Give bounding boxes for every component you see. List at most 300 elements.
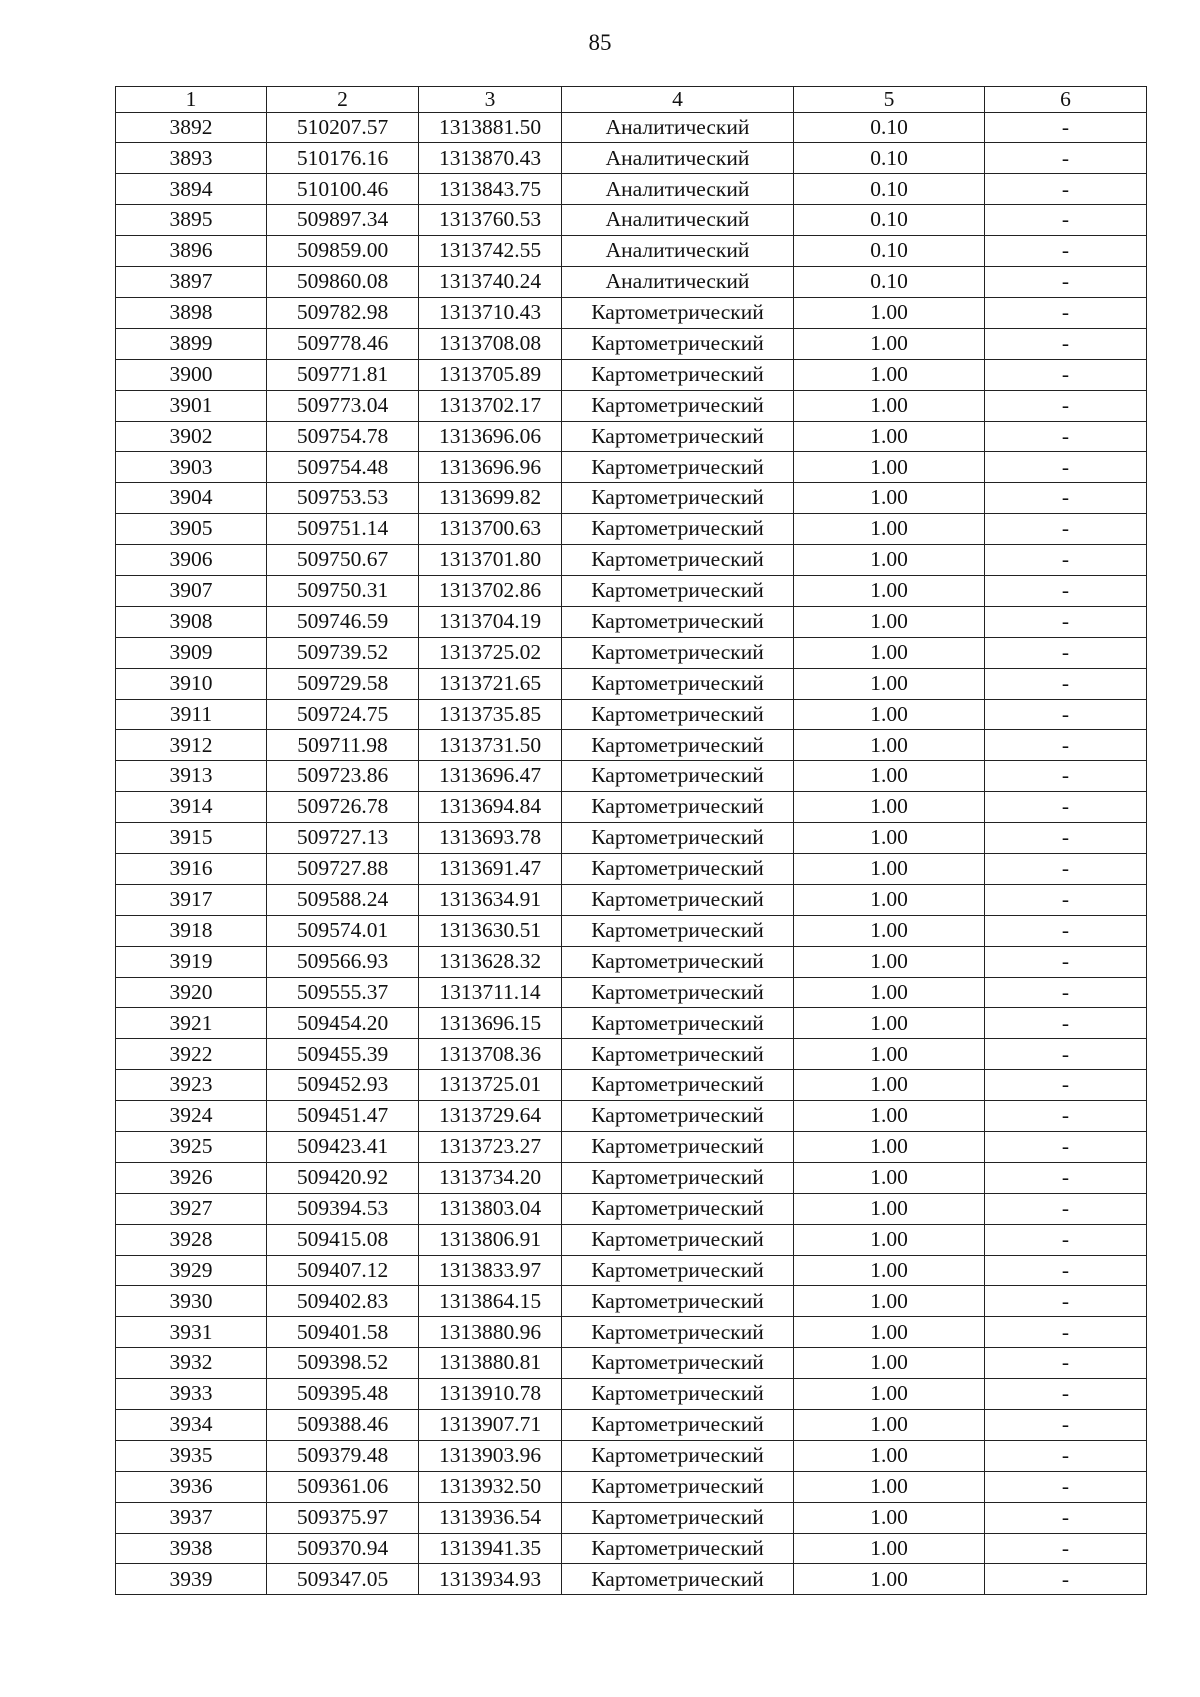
table-row [116,1255,1147,1286]
point-number-cell: 3907 [116,575,267,606]
y-coordinate-cell: 1313702.86 [419,575,562,606]
y-coordinate-cell: 1313704.19 [419,606,562,637]
method-cell: Картометрический [562,390,794,421]
accuracy-cell: 1.00 [794,1008,985,1039]
table-row [116,514,1147,545]
y-coordinate-cell: 1313932.50 [419,1471,562,1502]
table-row [116,946,1147,977]
header-col-1: 1 [116,87,267,113]
accuracy-cell: 0.10 [794,205,985,236]
point-number-cell: 3911 [116,699,267,730]
table-row [116,1131,1147,1162]
y-coordinate-cell: 1313696.96 [419,452,562,483]
y-coordinate-cell: 1313693.78 [419,823,562,854]
x-coordinate-cell: 509375.97 [267,1502,419,1533]
accuracy-cell: 1.00 [794,1193,985,1224]
point-number-cell: 3938 [116,1533,267,1564]
note-cell: - [985,1162,1147,1193]
x-coordinate-cell: 509566.93 [267,946,419,977]
x-coordinate-cell: 510100.46 [267,174,419,205]
table-row [116,421,1147,452]
method-cell: Картометрический [562,884,794,915]
y-coordinate-cell: 1313723.27 [419,1131,562,1162]
accuracy-cell: 1.00 [794,915,985,946]
point-number-cell: 3924 [116,1101,267,1132]
table-row [116,205,1147,236]
note-cell: - [985,730,1147,761]
method-cell: Картометрический [562,637,794,668]
accuracy-cell: 1.00 [794,977,985,1008]
method-cell: Картометрический [562,1193,794,1224]
accuracy-cell: 1.00 [794,452,985,483]
note-cell: - [985,1008,1147,1039]
y-coordinate-cell: 1313910.78 [419,1379,562,1410]
table-row [116,977,1147,1008]
point-number-cell: 3933 [116,1379,267,1410]
y-coordinate-cell: 1313725.02 [419,637,562,668]
note-cell: - [985,1255,1147,1286]
method-cell: Картометрический [562,946,794,977]
note-cell: - [985,946,1147,977]
method-cell: Аналитический [562,236,794,267]
x-coordinate-cell: 509455.39 [267,1039,419,1070]
x-coordinate-cell: 509751.14 [267,514,419,545]
method-cell: Картометрический [562,1039,794,1070]
table-row [116,1101,1147,1132]
accuracy-cell: 1.00 [794,823,985,854]
method-cell: Картометрический [562,297,794,328]
coordinates-table [115,86,1147,1595]
method-cell: Картометрический [562,1533,794,1564]
accuracy-cell: 1.00 [794,421,985,452]
table-row [116,112,1147,143]
table-row [116,1502,1147,1533]
x-coordinate-cell: 509574.01 [267,915,419,946]
x-coordinate-cell: 510176.16 [267,143,419,174]
point-number-cell: 3903 [116,452,267,483]
x-coordinate-cell: 509754.48 [267,452,419,483]
note-cell: - [985,792,1147,823]
header-col-5: 5 [794,87,985,113]
point-number-cell: 3920 [116,977,267,1008]
table-row [116,1317,1147,1348]
y-coordinate-cell: 1313708.36 [419,1039,562,1070]
point-number-cell: 3919 [116,946,267,977]
note-cell: - [985,267,1147,298]
table-row [116,1471,1147,1502]
table-row [116,1162,1147,1193]
header-col-3: 3 [419,87,562,113]
note-cell: - [985,359,1147,390]
note-cell: - [985,1193,1147,1224]
method-cell: Картометрический [562,761,794,792]
table-row [116,1193,1147,1224]
y-coordinate-cell: 1313710.43 [419,297,562,328]
point-number-cell: 3908 [116,606,267,637]
accuracy-cell: 1.00 [794,359,985,390]
note-cell: - [985,1348,1147,1379]
y-coordinate-cell: 1313699.82 [419,483,562,514]
x-coordinate-cell: 509555.37 [267,977,419,1008]
accuracy-cell: 1.00 [794,1440,985,1471]
accuracy-cell: 1.00 [794,545,985,576]
y-coordinate-cell: 1313803.04 [419,1193,562,1224]
note-cell: - [985,1286,1147,1317]
note-cell: - [985,421,1147,452]
point-number-cell: 3894 [116,174,267,205]
accuracy-cell: 1.00 [794,884,985,915]
accuracy-cell: 1.00 [794,1379,985,1410]
table-row [116,730,1147,761]
note-cell: - [985,668,1147,699]
accuracy-cell: 1.00 [794,699,985,730]
method-cell: Картометрический [562,1471,794,1502]
accuracy-cell: 0.10 [794,174,985,205]
table-row [116,1286,1147,1317]
x-coordinate-cell: 509452.93 [267,1070,419,1101]
x-coordinate-cell: 509415.08 [267,1224,419,1255]
point-number-cell: 3921 [116,1008,267,1039]
header-col-4: 4 [562,87,794,113]
y-coordinate-cell: 1313702.17 [419,390,562,421]
point-number-cell: 3892 [116,112,267,143]
table-row [116,267,1147,298]
y-coordinate-cell: 1313705.89 [419,359,562,390]
note-cell: - [985,174,1147,205]
method-cell: Картометрический [562,1317,794,1348]
point-number-cell: 3905 [116,514,267,545]
x-coordinate-cell: 509402.83 [267,1286,419,1317]
note-cell: - [985,1410,1147,1441]
accuracy-cell: 1.00 [794,1533,985,1564]
y-coordinate-cell: 1313907.71 [419,1410,562,1441]
x-coordinate-cell: 509407.12 [267,1255,419,1286]
note-cell: - [985,545,1147,576]
table-body [116,112,1147,1595]
method-cell: Аналитический [562,143,794,174]
method-cell: Картометрический [562,1286,794,1317]
table-row [116,359,1147,390]
y-coordinate-cell: 1313731.50 [419,730,562,761]
point-number-cell: 3929 [116,1255,267,1286]
note-cell: - [985,205,1147,236]
y-coordinate-cell: 1313941.35 [419,1533,562,1564]
y-coordinate-cell: 1313721.65 [419,668,562,699]
table-row [116,575,1147,606]
note-cell: - [985,1440,1147,1471]
x-coordinate-cell: 509753.53 [267,483,419,514]
x-coordinate-cell: 509454.20 [267,1008,419,1039]
point-number-cell: 3909 [116,637,267,668]
y-coordinate-cell: 1313806.91 [419,1224,562,1255]
table-row [116,390,1147,421]
accuracy-cell: 1.00 [794,297,985,328]
table-row [116,328,1147,359]
x-coordinate-cell: 509379.48 [267,1440,419,1471]
y-coordinate-cell: 1313700.63 [419,514,562,545]
table-row [116,297,1147,328]
table-row [116,1564,1147,1595]
point-number-cell: 3922 [116,1039,267,1070]
method-cell: Картометрический [562,606,794,637]
note-cell: - [985,977,1147,1008]
accuracy-cell: 1.00 [794,1039,985,1070]
table-row [116,1008,1147,1039]
table-row [116,699,1147,730]
x-coordinate-cell: 509859.00 [267,236,419,267]
x-coordinate-cell: 509727.13 [267,823,419,854]
accuracy-cell: 1.00 [794,1255,985,1286]
accuracy-cell: 1.00 [794,637,985,668]
x-coordinate-cell: 509773.04 [267,390,419,421]
x-coordinate-cell: 509754.78 [267,421,419,452]
accuracy-cell: 1.00 [794,1286,985,1317]
method-cell: Картометрический [562,1224,794,1255]
method-cell: Картометрический [562,359,794,390]
accuracy-cell: 1.00 [794,1348,985,1379]
method-cell: Картометрический [562,1502,794,1533]
y-coordinate-cell: 1313880.96 [419,1317,562,1348]
x-coordinate-cell: 509347.05 [267,1564,419,1595]
accuracy-cell: 1.00 [794,1162,985,1193]
point-number-cell: 3930 [116,1286,267,1317]
x-coordinate-cell: 509388.46 [267,1410,419,1441]
note-cell: - [985,514,1147,545]
note-cell: - [985,390,1147,421]
note-cell: - [985,1039,1147,1070]
point-number-cell: 3934 [116,1410,267,1441]
accuracy-cell: 1.00 [794,1131,985,1162]
point-number-cell: 3925 [116,1131,267,1162]
method-cell: Картометрический [562,1379,794,1410]
y-coordinate-cell: 1313934.93 [419,1564,562,1595]
accuracy-cell: 1.00 [794,1471,985,1502]
note-cell: - [985,1379,1147,1410]
point-number-cell: 3923 [116,1070,267,1101]
table-row [116,1039,1147,1070]
point-number-cell: 3927 [116,1193,267,1224]
point-number-cell: 3932 [116,1348,267,1379]
table-header [116,87,1147,113]
point-number-cell: 3936 [116,1471,267,1502]
note-cell: - [985,575,1147,606]
y-coordinate-cell: 1313936.54 [419,1502,562,1533]
point-number-cell: 3931 [116,1317,267,1348]
table-row [116,637,1147,668]
point-number-cell: 3912 [116,730,267,761]
method-cell: Картометрический [562,915,794,946]
x-coordinate-cell: 509729.58 [267,668,419,699]
x-coordinate-cell: 509420.92 [267,1162,419,1193]
point-number-cell: 3896 [116,236,267,267]
note-cell: - [985,236,1147,267]
method-cell: Картометрический [562,823,794,854]
table-row [116,545,1147,576]
y-coordinate-cell: 1313864.15 [419,1286,562,1317]
note-cell: - [985,328,1147,359]
x-coordinate-cell: 509897.34 [267,205,419,236]
y-coordinate-cell: 1313694.84 [419,792,562,823]
y-coordinate-cell: 1313701.80 [419,545,562,576]
point-number-cell: 3893 [116,143,267,174]
accuracy-cell: 1.00 [794,1410,985,1441]
x-coordinate-cell: 509361.06 [267,1471,419,1502]
method-cell: Картометрический [562,514,794,545]
accuracy-cell: 1.00 [794,390,985,421]
method-cell: Картометрический [562,328,794,359]
accuracy-cell: 1.00 [794,792,985,823]
y-coordinate-cell: 1313880.81 [419,1348,562,1379]
point-number-cell: 3906 [116,545,267,576]
method-cell: Картометрический [562,1255,794,1286]
accuracy-cell: 1.00 [794,1502,985,1533]
point-number-cell: 3901 [116,390,267,421]
x-coordinate-cell: 509711.98 [267,730,419,761]
point-number-cell: 3910 [116,668,267,699]
y-coordinate-cell: 1313708.08 [419,328,562,359]
y-coordinate-cell: 1313843.75 [419,174,562,205]
y-coordinate-cell: 1313742.55 [419,236,562,267]
method-cell: Картометрический [562,421,794,452]
point-number-cell: 3914 [116,792,267,823]
x-coordinate-cell: 509750.67 [267,545,419,576]
point-number-cell: 3937 [116,1502,267,1533]
table-row [116,483,1147,514]
y-coordinate-cell: 1313696.06 [419,421,562,452]
x-coordinate-cell: 509588.24 [267,884,419,915]
note-cell: - [985,761,1147,792]
header-col-2: 2 [267,87,419,113]
x-coordinate-cell: 509423.41 [267,1131,419,1162]
x-coordinate-cell: 509739.52 [267,637,419,668]
accuracy-cell: 0.10 [794,236,985,267]
x-coordinate-cell: 509394.53 [267,1193,419,1224]
note-cell: - [985,1317,1147,1348]
note-cell: - [985,637,1147,668]
point-number-cell: 3935 [116,1440,267,1471]
point-number-cell: 3898 [116,297,267,328]
table-row [116,1440,1147,1471]
x-coordinate-cell: 509370.94 [267,1533,419,1564]
table-row [116,606,1147,637]
note-cell: - [985,452,1147,483]
table-row [116,452,1147,483]
x-coordinate-cell: 509723.86 [267,761,419,792]
point-number-cell: 3899 [116,328,267,359]
x-coordinate-cell: 509750.31 [267,575,419,606]
accuracy-cell: 1.00 [794,853,985,884]
method-cell: Картометрический [562,853,794,884]
accuracy-cell: 1.00 [794,1224,985,1255]
note-cell: - [985,1564,1147,1595]
note-cell: - [985,1070,1147,1101]
y-coordinate-cell: 1313833.97 [419,1255,562,1286]
method-cell: Картометрический [562,575,794,606]
note-cell: - [985,884,1147,915]
x-coordinate-cell: 509727.88 [267,853,419,884]
header-row [116,87,1147,113]
method-cell: Картометрический [562,1348,794,1379]
point-number-cell: 3916 [116,853,267,884]
table-row [116,792,1147,823]
note-cell: - [985,915,1147,946]
table-row [116,1410,1147,1441]
note-cell: - [985,1224,1147,1255]
y-coordinate-cell: 1313881.50 [419,112,562,143]
note-cell: - [985,297,1147,328]
note-cell: - [985,1502,1147,1533]
point-number-cell: 3939 [116,1564,267,1595]
accuracy-cell: 1.00 [794,761,985,792]
table-row [116,236,1147,267]
method-cell: Аналитический [562,174,794,205]
table-row [116,915,1147,946]
method-cell: Картометрический [562,1101,794,1132]
accuracy-cell: 1.00 [794,730,985,761]
accuracy-cell: 0.10 [794,267,985,298]
point-number-cell: 3900 [116,359,267,390]
note-cell: - [985,143,1147,174]
point-number-cell: 3902 [116,421,267,452]
y-coordinate-cell: 1313691.47 [419,853,562,884]
accuracy-cell: 1.00 [794,328,985,359]
table-row [116,1224,1147,1255]
method-cell: Картометрический [562,1008,794,1039]
note-cell: - [985,1131,1147,1162]
x-coordinate-cell: 509451.47 [267,1101,419,1132]
note-cell: - [985,853,1147,884]
note-cell: - [985,1533,1147,1564]
y-coordinate-cell: 1313870.43 [419,143,562,174]
x-coordinate-cell: 509398.52 [267,1348,419,1379]
accuracy-cell: 1.00 [794,1317,985,1348]
table-row [116,1379,1147,1410]
method-cell: Аналитический [562,267,794,298]
header-col-6: 6 [985,87,1147,113]
point-number-cell: 3904 [116,483,267,514]
point-number-cell: 3895 [116,205,267,236]
y-coordinate-cell: 1313740.24 [419,267,562,298]
note-cell: - [985,823,1147,854]
method-cell: Картометрический [562,730,794,761]
accuracy-cell: 1.00 [794,668,985,699]
method-cell: Картометрический [562,452,794,483]
table-row [116,761,1147,792]
method-cell: Картометрический [562,483,794,514]
method-cell: Картометрический [562,1070,794,1101]
table-row [116,884,1147,915]
y-coordinate-cell: 1313696.15 [419,1008,562,1039]
accuracy-cell: 1.00 [794,1564,985,1595]
y-coordinate-cell: 1313634.91 [419,884,562,915]
x-coordinate-cell: 509746.59 [267,606,419,637]
table-row [116,853,1147,884]
x-coordinate-cell: 510207.57 [267,112,419,143]
x-coordinate-cell: 509401.58 [267,1317,419,1348]
point-number-cell: 3915 [116,823,267,854]
accuracy-cell: 1.00 [794,946,985,977]
method-cell: Картометрический [562,1564,794,1595]
method-cell: Картометрический [562,977,794,1008]
table-row [116,1348,1147,1379]
method-cell: Картометрический [562,668,794,699]
y-coordinate-cell: 1313711.14 [419,977,562,1008]
x-coordinate-cell: 509724.75 [267,699,419,730]
y-coordinate-cell: 1313903.96 [419,1440,562,1471]
method-cell: Аналитический [562,205,794,236]
x-coordinate-cell: 509782.98 [267,297,419,328]
page-number: 85 [588,30,612,55]
